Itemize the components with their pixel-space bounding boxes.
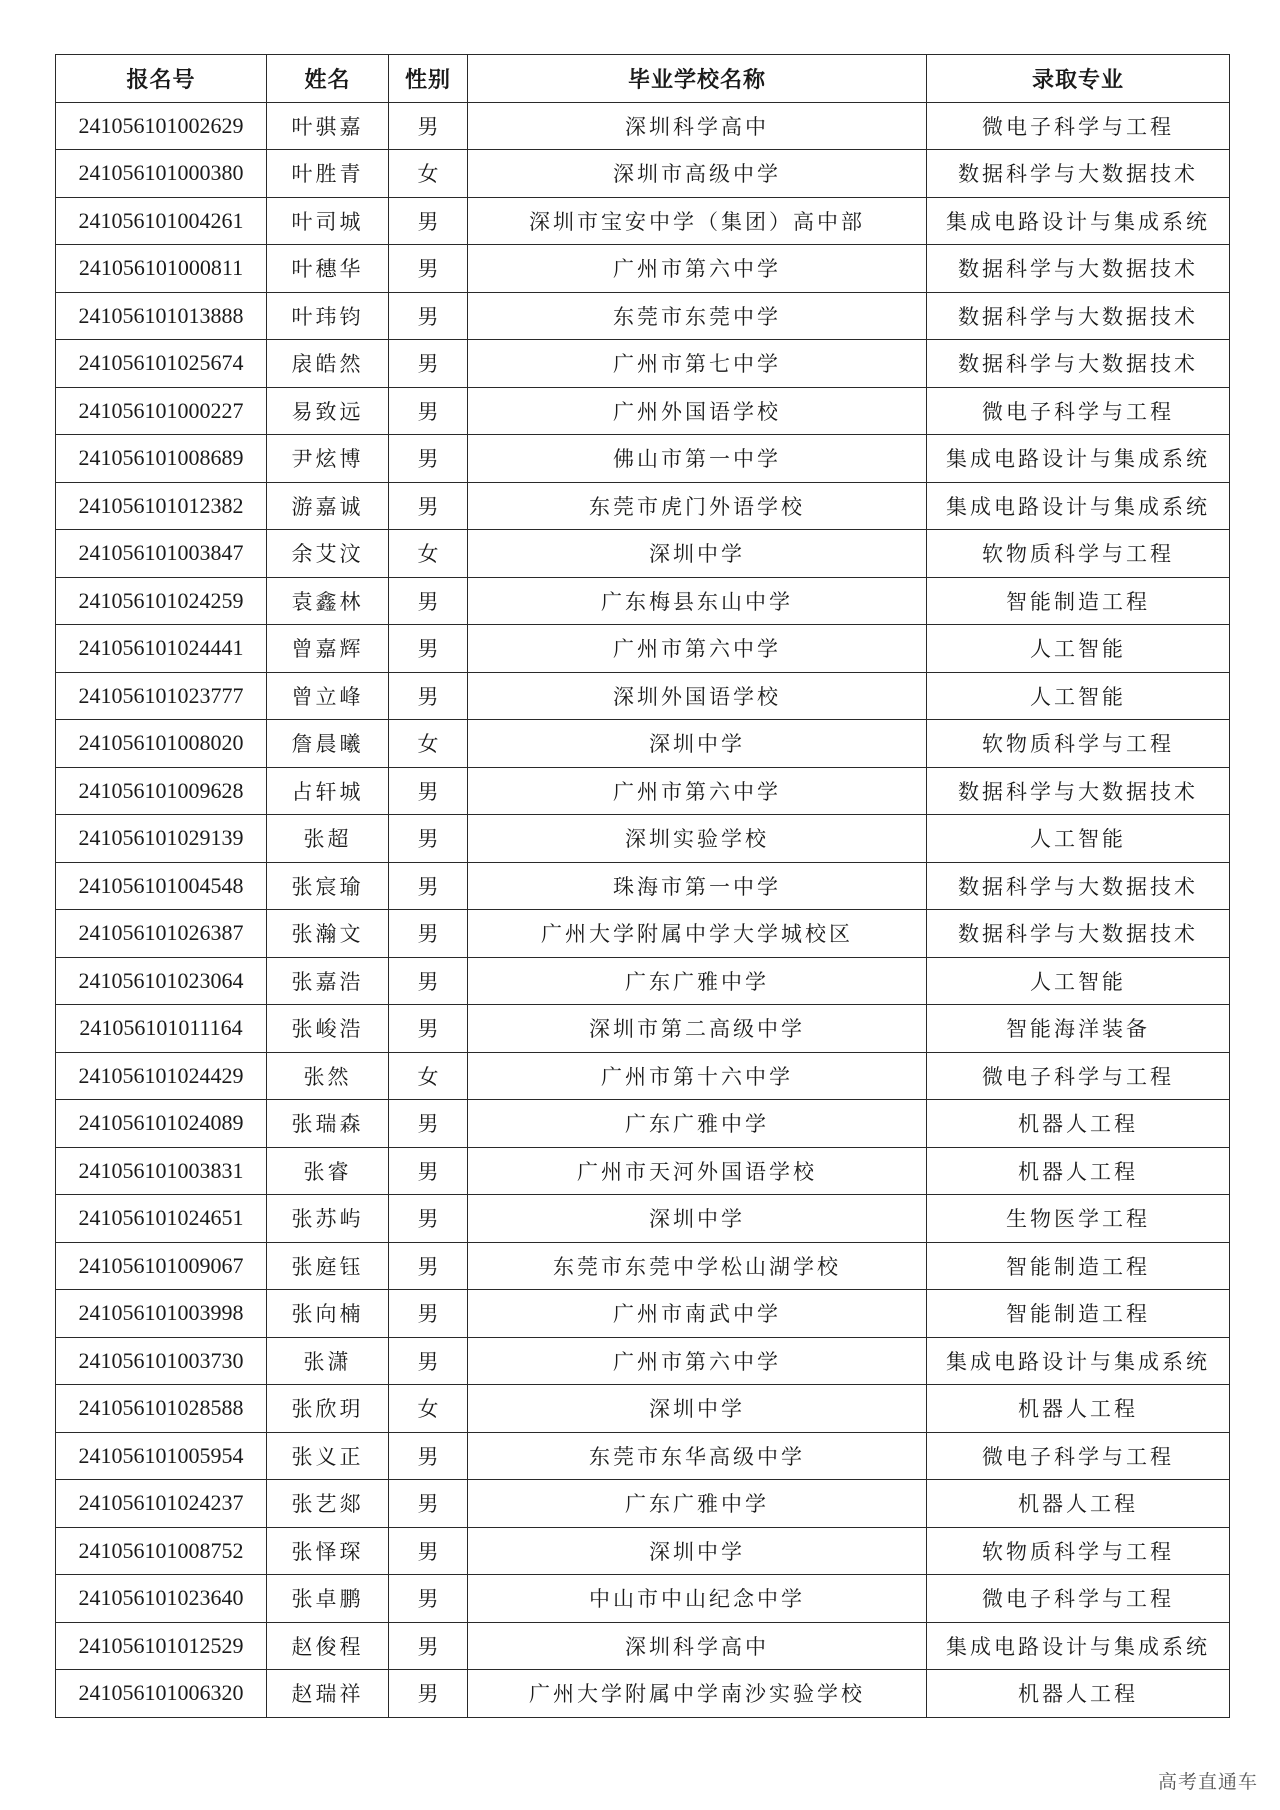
cell-name: 游嘉诚	[267, 482, 389, 530]
cell-admitted-major: 人工智能	[927, 957, 1230, 1005]
table-row	[56, 720, 1230, 768]
cell-registration-number: 241056101000227	[56, 387, 267, 435]
cell-registration-number: 241056101006320	[56, 1670, 267, 1718]
header-graduation-school: 毕业学校名称	[468, 55, 927, 103]
cell-gender: 男	[389, 767, 468, 815]
cell-registration-number: 241056101002629	[56, 102, 267, 150]
cell-name: 叶骐嘉	[267, 102, 389, 150]
cell-graduation-school: 佛山市第一中学	[468, 435, 927, 483]
cell-gender: 女	[389, 530, 468, 578]
cell-admitted-major: 集成电路设计与集成系统	[927, 482, 1230, 530]
cell-admitted-major: 机器人工程	[927, 1480, 1230, 1528]
cell-name: 张卓鹏	[267, 1575, 389, 1623]
cell-registration-number: 241056101029139	[56, 815, 267, 863]
cell-gender: 男	[389, 1480, 468, 1528]
cell-gender: 男	[389, 577, 468, 625]
cell-admitted-major: 数据科学与大数据技术	[927, 150, 1230, 198]
cell-admitted-major: 集成电路设计与集成系统	[927, 1622, 1230, 1670]
cell-name: 张瀚文	[267, 910, 389, 958]
cell-graduation-school: 深圳市第二高级中学	[468, 1005, 927, 1053]
cell-admitted-major: 数据科学与大数据技术	[927, 245, 1230, 293]
cell-graduation-school: 广州大学附属中学大学城校区	[468, 910, 927, 958]
cell-admitted-major: 生物医学工程	[927, 1195, 1230, 1243]
cell-graduation-school: 广州市第七中学	[468, 340, 927, 388]
cell-registration-number: 241056101013888	[56, 292, 267, 340]
cell-gender: 男	[389, 435, 468, 483]
cell-registration-number: 241056101008752	[56, 1527, 267, 1575]
cell-graduation-school: 东莞市虎门外语学校	[468, 482, 927, 530]
cell-graduation-school: 广州市第六中学	[468, 767, 927, 815]
table-body	[56, 102, 1230, 1717]
table-row	[56, 1242, 1230, 1290]
cell-registration-number: 241056101004261	[56, 197, 267, 245]
cell-graduation-school: 广东广雅中学	[468, 1480, 927, 1528]
cell-name: 曾嘉辉	[267, 625, 389, 673]
cell-admitted-major: 微电子科学与工程	[927, 1052, 1230, 1100]
cell-registration-number: 241056101024429	[56, 1052, 267, 1100]
cell-graduation-school: 广东梅县东山中学	[468, 577, 927, 625]
table-header-row	[56, 55, 1230, 103]
table-row	[56, 815, 1230, 863]
cell-name: 叶穗华	[267, 245, 389, 293]
cell-gender: 男	[389, 197, 468, 245]
cell-registration-number: 241056101008020	[56, 720, 267, 768]
cell-name: 叶司城	[267, 197, 389, 245]
cell-registration-number: 241056101024237	[56, 1480, 267, 1528]
cell-graduation-school: 广州外国语学校	[468, 387, 927, 435]
cell-gender: 女	[389, 720, 468, 768]
table-row	[56, 625, 1230, 673]
cell-admitted-major: 数据科学与大数据技术	[927, 292, 1230, 340]
cell-admitted-major: 智能海洋装备	[927, 1005, 1230, 1053]
cell-admitted-major: 微电子科学与工程	[927, 1575, 1230, 1623]
cell-registration-number: 241056101023777	[56, 672, 267, 720]
cell-name: 詹晨曦	[267, 720, 389, 768]
table-row	[56, 1432, 1230, 1480]
cell-gender: 女	[389, 150, 468, 198]
cell-registration-number: 241056101012382	[56, 482, 267, 530]
cell-graduation-school: 广州市第六中学	[468, 1337, 927, 1385]
table-row	[56, 387, 1230, 435]
cell-name: 张苏屿	[267, 1195, 389, 1243]
cell-registration-number: 241056101003831	[56, 1147, 267, 1195]
cell-name: 赵俊程	[267, 1622, 389, 1670]
cell-name: 赵瑞祥	[267, 1670, 389, 1718]
cell-admitted-major: 微电子科学与工程	[927, 1432, 1230, 1480]
cell-name: 张潇	[267, 1337, 389, 1385]
cell-admitted-major: 微电子科学与工程	[927, 387, 1230, 435]
cell-graduation-school: 东莞市东莞中学	[468, 292, 927, 340]
cell-gender: 男	[389, 910, 468, 958]
table-row	[56, 102, 1230, 150]
cell-gender: 男	[389, 1290, 468, 1338]
table-row	[56, 1195, 1230, 1243]
cell-name: 张瑞森	[267, 1100, 389, 1148]
table-row	[56, 1147, 1230, 1195]
cell-graduation-school: 深圳中学	[468, 720, 927, 768]
cell-registration-number: 241056101026387	[56, 910, 267, 958]
cell-admitted-major: 集成电路设计与集成系统	[927, 1337, 1230, 1385]
cell-admitted-major: 数据科学与大数据技术	[927, 340, 1230, 388]
cell-registration-number: 241056101000380	[56, 150, 267, 198]
cell-admitted-major: 数据科学与大数据技术	[927, 910, 1230, 958]
cell-registration-number: 241056101003730	[56, 1337, 267, 1385]
cell-registration-number: 241056101009067	[56, 1242, 267, 1290]
cell-admitted-major: 集成电路设计与集成系统	[927, 435, 1230, 483]
cell-graduation-school: 广州大学附属中学南沙实验学校	[468, 1670, 927, 1718]
table-row	[56, 1527, 1230, 1575]
cell-gender: 女	[389, 1052, 468, 1100]
cell-graduation-school: 深圳科学高中	[468, 102, 927, 150]
cell-registration-number: 241056101009628	[56, 767, 267, 815]
cell-admitted-major: 微电子科学与工程	[927, 102, 1230, 150]
cell-name: 张庭钰	[267, 1242, 389, 1290]
cell-admitted-major: 智能制造工程	[927, 577, 1230, 625]
cell-registration-number: 241056101003847	[56, 530, 267, 578]
cell-graduation-school: 广东广雅中学	[468, 957, 927, 1005]
cell-gender: 男	[389, 815, 468, 863]
cell-graduation-school: 深圳中学	[468, 1385, 927, 1433]
table-row	[56, 1100, 1230, 1148]
cell-name: 叶胜青	[267, 150, 389, 198]
cell-graduation-school: 深圳中学	[468, 1195, 927, 1243]
cell-gender: 男	[389, 672, 468, 720]
table-row	[56, 1337, 1230, 1385]
table-row	[56, 435, 1230, 483]
cell-gender: 男	[389, 482, 468, 530]
table-row	[56, 1005, 1230, 1053]
cell-gender: 男	[389, 1242, 468, 1290]
cell-graduation-school: 深圳实验学校	[468, 815, 927, 863]
cell-graduation-school: 广州市第六中学	[468, 625, 927, 673]
cell-registration-number: 241056101024651	[56, 1195, 267, 1243]
cell-gender: 男	[389, 102, 468, 150]
cell-gender: 男	[389, 1005, 468, 1053]
cell-graduation-school: 广州市第六中学	[468, 245, 927, 293]
cell-registration-number: 241056101011164	[56, 1005, 267, 1053]
cell-registration-number: 241056101025674	[56, 340, 267, 388]
cell-registration-number: 241056101028588	[56, 1385, 267, 1433]
cell-name: 张向楠	[267, 1290, 389, 1338]
cell-gender: 男	[389, 862, 468, 910]
cell-name: 张欣玥	[267, 1385, 389, 1433]
table-row	[56, 150, 1230, 198]
cell-graduation-school: 广州市南武中学	[468, 1290, 927, 1338]
cell-name: 余艾汶	[267, 530, 389, 578]
cell-gender: 男	[389, 625, 468, 673]
cell-graduation-school: 广东广雅中学	[468, 1100, 927, 1148]
table-row	[56, 1480, 1230, 1528]
watermark-text: 高考直通车	[1157, 1771, 1258, 1793]
cell-registration-number: 241056101024259	[56, 577, 267, 625]
table-row	[56, 1385, 1230, 1433]
cell-name: 张然	[267, 1052, 389, 1100]
cell-registration-number: 241056101005954	[56, 1432, 267, 1480]
cell-gender: 男	[389, 957, 468, 1005]
cell-registration-number: 241056101023640	[56, 1575, 267, 1623]
cell-name: 曾立峰	[267, 672, 389, 720]
cell-graduation-school: 深圳中学	[468, 1527, 927, 1575]
cell-admitted-major: 软物质科学与工程	[927, 720, 1230, 768]
header-name: 姓名	[267, 55, 389, 103]
cell-registration-number: 241056101012529	[56, 1622, 267, 1670]
cell-admitted-major: 机器人工程	[927, 1100, 1230, 1148]
cell-admitted-major: 机器人工程	[927, 1670, 1230, 1718]
cell-gender: 男	[389, 1670, 468, 1718]
cell-registration-number: 241056101000811	[56, 245, 267, 293]
table-row	[56, 862, 1230, 910]
table-row	[56, 1290, 1230, 1338]
cell-gender: 男	[389, 1575, 468, 1623]
table-row	[56, 957, 1230, 1005]
cell-gender: 男	[389, 1100, 468, 1148]
table-row	[56, 672, 1230, 720]
cell-registration-number: 241056101024089	[56, 1100, 267, 1148]
cell-graduation-school: 中山市中山纪念中学	[468, 1575, 927, 1623]
cell-graduation-school: 东莞市东莞中学松山湖学校	[468, 1242, 927, 1290]
cell-gender: 男	[389, 1622, 468, 1670]
cell-registration-number: 241056101003998	[56, 1290, 267, 1338]
admission-table	[55, 54, 1230, 1718]
cell-graduation-school: 珠海市第一中学	[468, 862, 927, 910]
cell-name: 占轩城	[267, 767, 389, 815]
cell-graduation-school: 深圳市宝安中学（集团）高中部	[468, 197, 927, 245]
cell-admitted-major: 人工智能	[927, 625, 1230, 673]
cell-graduation-school: 广州市天河外国语学校	[468, 1147, 927, 1195]
cell-admitted-major: 软物质科学与工程	[927, 530, 1230, 578]
table-row	[56, 530, 1230, 578]
admission-list	[55, 54, 1229, 1718]
cell-name: 尹炫博	[267, 435, 389, 483]
table-row	[56, 1575, 1230, 1623]
cell-name: 叶玮钧	[267, 292, 389, 340]
cell-registration-number: 241056101008689	[56, 435, 267, 483]
cell-admitted-major: 智能制造工程	[927, 1242, 1230, 1290]
cell-graduation-school: 深圳中学	[468, 530, 927, 578]
cell-graduation-school: 深圳市高级中学	[468, 150, 927, 198]
cell-name: 袁鑫林	[267, 577, 389, 625]
table-row	[56, 197, 1230, 245]
cell-admitted-major: 智能制造工程	[927, 1290, 1230, 1338]
cell-admitted-major: 集成电路设计与集成系统	[927, 197, 1230, 245]
table-row	[56, 482, 1230, 530]
cell-admitted-major: 数据科学与大数据技术	[927, 767, 1230, 815]
cell-name: 张宸瑜	[267, 862, 389, 910]
cell-admitted-major: 软物质科学与工程	[927, 1527, 1230, 1575]
cell-gender: 男	[389, 387, 468, 435]
cell-name: 张峻浩	[267, 1005, 389, 1053]
cell-gender: 男	[389, 1337, 468, 1385]
cell-graduation-school: 深圳科学高中	[468, 1622, 927, 1670]
cell-graduation-school: 广州市第十六中学	[468, 1052, 927, 1100]
cell-registration-number: 241056101004548	[56, 862, 267, 910]
cell-gender: 男	[389, 1432, 468, 1480]
cell-name: 易致远	[267, 387, 389, 435]
header-registration-number: 报名号	[56, 55, 267, 103]
cell-gender: 男	[389, 245, 468, 293]
table-row	[56, 1622, 1230, 1670]
cell-name: 张义正	[267, 1432, 389, 1480]
cell-admitted-major: 机器人工程	[927, 1385, 1230, 1433]
cell-name: 张嘉浩	[267, 957, 389, 1005]
table-row	[56, 245, 1230, 293]
cell-gender: 男	[389, 1147, 468, 1195]
cell-name: 张艺郯	[267, 1480, 389, 1528]
cell-gender: 男	[389, 292, 468, 340]
cell-gender: 男	[389, 340, 468, 388]
table-row	[56, 1670, 1230, 1718]
table-row	[56, 910, 1230, 958]
cell-admitted-major: 人工智能	[927, 672, 1230, 720]
cell-gender: 男	[389, 1195, 468, 1243]
cell-graduation-school: 深圳外国语学校	[468, 672, 927, 720]
cell-admitted-major: 数据科学与大数据技术	[927, 862, 1230, 910]
header-admitted-major: 录取专业	[927, 55, 1230, 103]
cell-admitted-major: 机器人工程	[927, 1147, 1230, 1195]
cell-registration-number: 241056101023064	[56, 957, 267, 1005]
table-row	[56, 767, 1230, 815]
cell-name: 张睿	[267, 1147, 389, 1195]
cell-registration-number: 241056101024441	[56, 625, 267, 673]
table-row	[56, 1052, 1230, 1100]
header-gender: 性别	[389, 55, 468, 103]
cell-name: 张超	[267, 815, 389, 863]
cell-name: 扆皓然	[267, 340, 389, 388]
cell-name: 张怿琛	[267, 1527, 389, 1575]
cell-gender: 女	[389, 1385, 468, 1433]
cell-graduation-school: 东莞市东华高级中学	[468, 1432, 927, 1480]
table-row	[56, 340, 1230, 388]
cell-gender: 男	[389, 1527, 468, 1575]
cell-admitted-major: 人工智能	[927, 815, 1230, 863]
table-row	[56, 292, 1230, 340]
table-row	[56, 577, 1230, 625]
